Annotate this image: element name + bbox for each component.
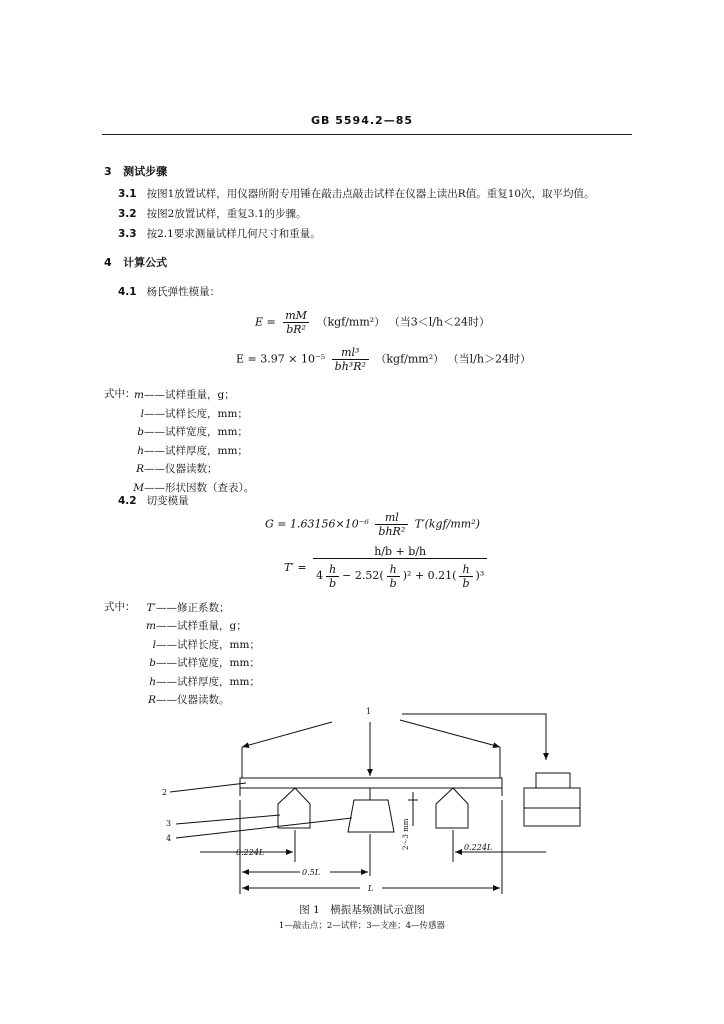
where-label-4-2: 式中： xyxy=(104,601,136,613)
def-row: T′——修正系数； xyxy=(146,602,230,614)
standard-number: GB 5594.2—85 xyxy=(311,114,413,127)
def-row: l——试样长度，mm； xyxy=(152,638,260,651)
def-row: l——试样长度，mm； xyxy=(140,407,248,420)
figure-legend: 1—敲击点；2—试样；3—支座；4—传感器 xyxy=(278,921,446,931)
label-1-leader-right xyxy=(400,720,500,747)
item-3-2-text: 按图2放置试样，重复3.1的步骤。 xyxy=(146,208,307,220)
formula-4-denominator: 4 $\frac{h}{b}$ − 2.52( $\frac{h}{b}$ )² + 0.21( $\frac{h}{b}$ )³ xyxy=(313,558,487,591)
def-row: m——试样重量，g； xyxy=(134,389,235,401)
section-3-title: 测试步骤 xyxy=(123,165,168,178)
item-3-3-number: 3.3 xyxy=(118,228,137,240)
support-right xyxy=(436,788,468,828)
label-3: 3 xyxy=(166,819,172,828)
formula-1-lhs: E = xyxy=(255,315,276,329)
formula-shear-modulus xyxy=(265,511,480,538)
formula-2-condition: （当l/h＞24时） xyxy=(447,352,531,366)
def-row: R——仪器读数； xyxy=(136,463,218,476)
formula-1-denominator: bR² xyxy=(283,322,309,336)
item-3-3 xyxy=(118,226,321,241)
dim-05L: 0.5L xyxy=(302,868,321,877)
dim-0224L-right: 0.224L xyxy=(464,843,493,852)
figure-1-diagram xyxy=(150,700,590,900)
formula-4-fraction xyxy=(313,545,487,591)
formula-2-unit: （kgf/mm²） xyxy=(375,352,445,366)
header-rule xyxy=(102,134,632,135)
subsection-4-1-title: 杨氏弹性模量： xyxy=(146,286,221,298)
formula-4-numerator: h/b + b/h xyxy=(374,545,427,558)
formula-2-fraction xyxy=(332,346,369,373)
label-1-leader-far xyxy=(402,714,546,760)
label-4-leader xyxy=(176,818,352,838)
subsection-4-2-number: 4.2 xyxy=(118,495,137,507)
label-4: 4 xyxy=(166,834,172,843)
label-2-leader xyxy=(170,783,246,792)
formula-youngs-modulus-2 xyxy=(236,346,531,373)
formula-1-unit: （kgf/mm²） xyxy=(316,315,386,329)
support-left xyxy=(278,788,310,828)
def-row: m——试样重量，g； xyxy=(146,620,247,633)
subsection-4-2-title: 切变模量 xyxy=(146,495,189,507)
section-4-title: 计算公式 xyxy=(123,256,168,269)
figure-caption: 图 1 横振基频测试示意图 xyxy=(299,904,425,916)
formula-correction-factor xyxy=(284,545,490,591)
def-row: R——仪器读数。 xyxy=(148,694,230,707)
sensor-box-top xyxy=(536,773,570,788)
definitions-4-2 xyxy=(124,599,260,709)
formula-4-lhs: T′ = xyxy=(284,561,307,574)
where-label-4-1: 式中： xyxy=(104,388,136,400)
formula-3-denominator: bhR² xyxy=(375,524,408,538)
section-4-number: 4 xyxy=(104,256,112,269)
dim-L: L xyxy=(368,884,374,893)
label-2: 2 xyxy=(162,788,168,797)
def-row: h——试样厚度，mm； xyxy=(137,444,248,457)
formula-3-numerator: ml xyxy=(384,511,399,524)
item-3-1-number: 3.1 xyxy=(118,188,137,200)
formula-3-fraction xyxy=(375,511,408,538)
item-3-1-text: 按图1放置试样，用仪器所附专用锤在敲击点敲击试样在仪器上读出R值。重复10次，取平均值。 xyxy=(146,188,595,200)
dim-0224L-left: 0.224L xyxy=(236,848,265,857)
formula-2-lhs: E = 3.97 × 10⁻⁵ xyxy=(236,352,326,366)
dim-gap: 2～3 mm xyxy=(402,818,410,850)
h-over-b-1: $\frac{h}{b}$ xyxy=(326,563,339,590)
subsection-4-1-heading xyxy=(118,284,220,299)
label-3-leader xyxy=(176,815,280,824)
def-row: b——试样宽度，mm； xyxy=(149,657,260,670)
formula-3-lhs: G = 1.63156×10⁻⁶ xyxy=(265,517,369,531)
def-row: M——形状因数（查表）。 xyxy=(133,481,255,494)
label-1: 1 xyxy=(366,707,372,716)
formula-1-numerator: mM xyxy=(285,309,307,322)
item-3-1 xyxy=(118,186,595,201)
h-over-b-2: $\frac{h}{b}$ xyxy=(387,563,400,590)
sensor-box-base xyxy=(524,788,580,826)
item-3-3-text: 按2.1要求测量试样几何尺寸和重量。 xyxy=(146,228,321,240)
formula-3-tail: T′(kgf/mm²) xyxy=(414,517,480,531)
formula-2-denominator: bh³R² xyxy=(332,359,369,373)
subsection-4-2-heading xyxy=(118,493,189,508)
def-row: h——试样厚度，mm； xyxy=(149,675,260,688)
definitions-4-1 xyxy=(112,386,254,498)
sensor xyxy=(348,800,394,832)
item-3-2 xyxy=(118,206,307,221)
item-3-2-number: 3.2 xyxy=(118,208,137,220)
section-3-number: 3 xyxy=(104,165,112,178)
formula-youngs-modulus-1 xyxy=(255,309,490,336)
formula-2-numerator: ml³ xyxy=(341,346,360,359)
label-1-leader-left xyxy=(242,722,332,747)
section-4-heading xyxy=(104,254,167,270)
formula-1-condition: （当3＜l/h＜24时） xyxy=(388,315,491,329)
h-over-b-3: $\frac{h}{b}$ xyxy=(459,563,472,590)
section-3-heading xyxy=(104,163,167,179)
subsection-4-1-number: 4.1 xyxy=(118,286,137,298)
specimen-bar xyxy=(240,778,502,788)
def-row: b——试样宽度，mm； xyxy=(137,426,248,439)
formula-1-fraction xyxy=(282,309,310,336)
